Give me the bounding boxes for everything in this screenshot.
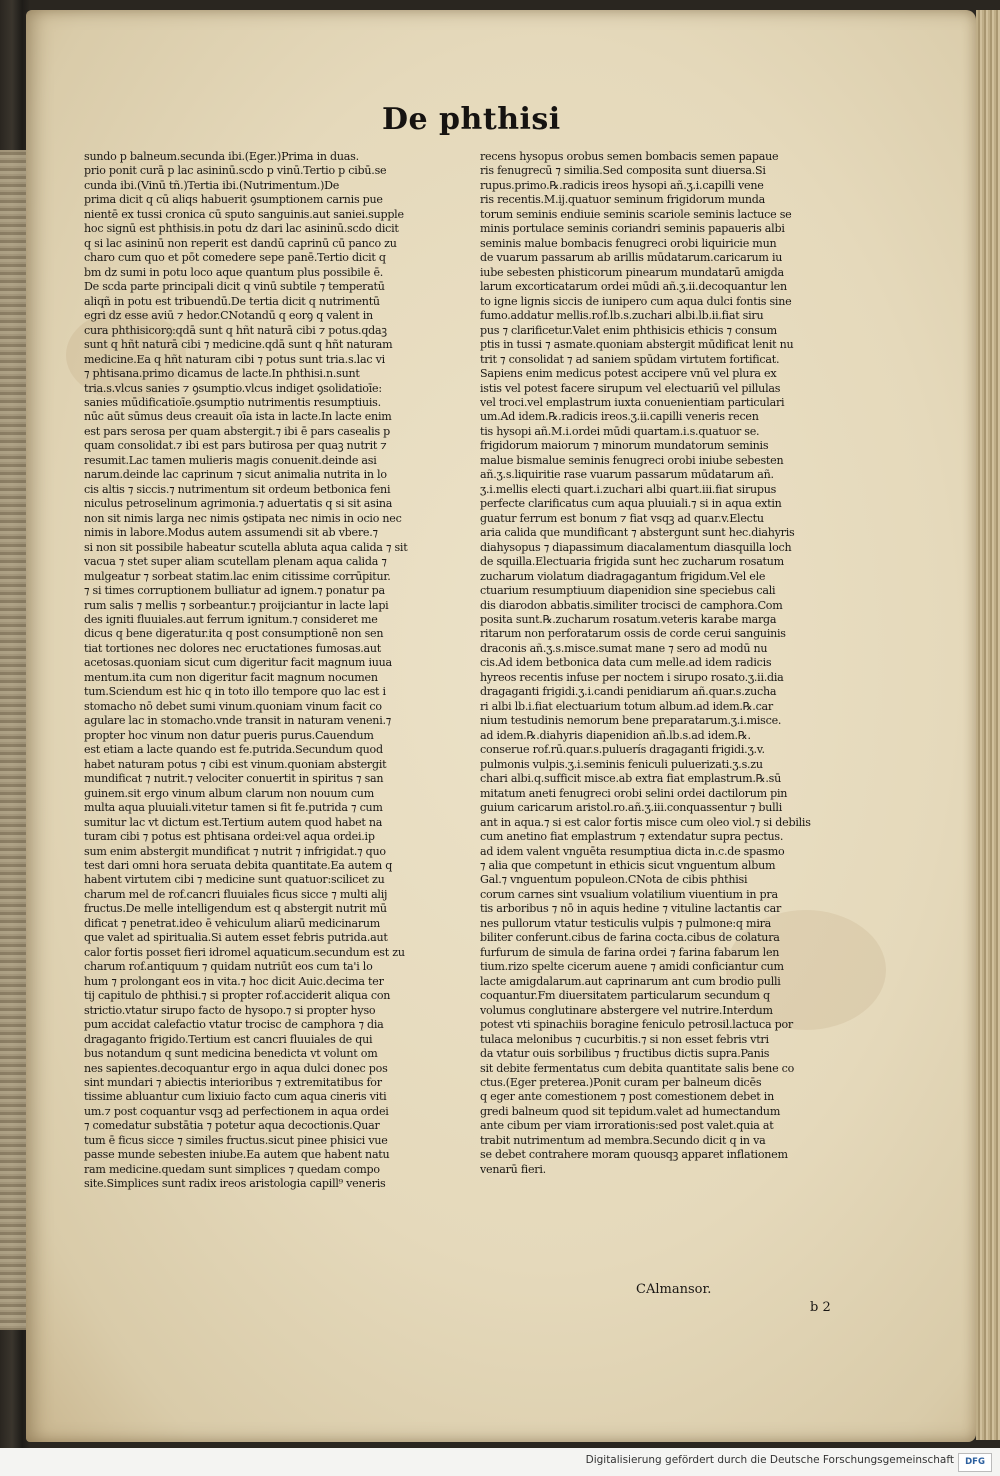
- text-line: mentum.ita cum non digeritur facit magnum nocumen: [84, 670, 378, 684]
- text-line: guium caricarum aristol.ro.añ.ʒ.iii.conquassentur ⁊ bulli: [480, 801, 783, 815]
- right-text-column: [480, 150, 870, 1177]
- text-line: tiat tortiones nec dolores nec eructationes fumosas.aut: [84, 641, 382, 655]
- text-line: nes pullorum vtatur testiculis vulpis ⁊ pulmone:q mira: [480, 916, 772, 930]
- text-line: torum seminis endiuie seminis scariole seminis lactuce se: [480, 207, 792, 221]
- text-line: nes sapientes.decoquantur ergo in aqua dulci donec pos: [84, 1061, 388, 1075]
- text-line: chari albi.q.sufficit misce.ab extra fiat emplastrum.℞.sū: [480, 772, 781, 786]
- text-line: ri albi lb.i.fiat electuarium totum album.ad idem.℞.car: [480, 699, 773, 713]
- text-line: tis hysopi añ.M.i.ordei mūdi quartam.i.s.quatuor se.: [480, 424, 760, 438]
- text-line: nientē ex tussi cronica cū sputo sanguinis.aut saniei.supple: [84, 207, 404, 221]
- text-line: q si lac asininū non reperit est dandū caprinū cū panco zu: [84, 236, 397, 250]
- text-line: da vtatur ouis sorbilibus ⁊ fructibus dictis supra.Panis: [480, 1047, 770, 1061]
- text-line: quam consolidat.⁊ ibi est pars butirosa per quaꝫ nutrit ⁊: [84, 439, 387, 453]
- text-line: nūc aūt sūmus deus creauit oīa ista in lacte.In lacte enim: [84, 410, 392, 424]
- text-line: ad idem.℞.diahyris diapenidion añ.lb.s.ad idem.℞.: [480, 728, 751, 742]
- text-line: niculus petroselinum agrimonia.⁊ aduertatis q si sit asina: [84, 497, 393, 511]
- text-line: dis diarodon abbatis.similiter trocisci de camphora.Com: [480, 598, 783, 612]
- text-line: egri dz esse aviū ⁊ hedor.CNotandū q eorꝯ q valent in: [84, 309, 373, 323]
- text-line: rum salis ⁊ mellis ⁊ sorbeantur.⁊ proijciantur in lacte lapi: [84, 598, 389, 612]
- text-line: seminis malue bombacis fenugreci orobi liquiricie mun: [480, 236, 777, 250]
- text-line: tis arboribus ⁊ nō in aquis hedine ⁊ vituline lactantis car: [480, 902, 782, 916]
- text-line: charo cum quo et pōt comedere sepe panē.Tertio dicit q: [84, 251, 386, 265]
- running-head: De phthisi: [382, 102, 561, 137]
- text-line: cis.Ad idem betbonica data cum melle.ad idem radicis: [480, 656, 772, 670]
- text-line: tij capitulo de phthisi.⁊ si propter rof.acciderit aliqua con: [84, 989, 391, 1003]
- text-line: guatur ferrum est bonum ⁊ fiat vsqꝫ ad quar.v.Electu: [480, 511, 764, 525]
- dfg-logo: DFG: [958, 1453, 992, 1472]
- text-line: sit debite fermentatus cum debita quantitate salis bene co: [480, 1061, 795, 1075]
- text-line: larum excorticatarum ordei mūdi añ.ʒ.ii.decoquantur len: [480, 280, 787, 294]
- text-line: mulgeatur ⁊ sorbeat statim.lac enim citissime corrūpitur.: [84, 569, 391, 583]
- text-line: corum carnes sint vsualium volatilium viuentium in pra: [480, 887, 778, 901]
- text-line: site.Simplices sunt radix ireos aristologia capill⁹ veneris: [84, 1177, 386, 1191]
- text-line: trit ⁊ consolidat ⁊ ad saniem spūdam virtutem fortificat.: [480, 352, 780, 366]
- text-line: se debet contrahere moram quousqꝫ apparet inflationem: [480, 1148, 788, 1162]
- text-line: pus ⁊ clarificetur.Valet enim phthisicis ethicis ⁊ consum: [480, 323, 777, 337]
- text-line: test dari omni hora seruata debita quantitate.Ea autem q: [84, 858, 393, 872]
- text-line: dragaganto frigido.Tertium est cancri fluuiales de qui: [84, 1032, 373, 1046]
- text-line: de squilla.Electuaria frigida sunt hec zucharum rosatum: [480, 555, 784, 569]
- text-line: mitatum aneti fenugreci orobi selini ordei dactilorum pin: [480, 786, 788, 800]
- page-fore-edge: [976, 10, 1000, 1440]
- text-line: resumit.Lac tamen mulieris magis conuenit.deinde asi: [84, 453, 377, 467]
- text-line: ant in aqua.⁊ si est calor fortis misce cum oleo viol.⁊ si debilis: [480, 815, 811, 829]
- text-line: hoc signū est phthisis.in potu dz dari lac asininū.scdo dicit: [84, 222, 399, 236]
- text-line: tium.rizo spelte cicerum auene ⁊ amidi conficiantur cum: [480, 960, 784, 974]
- text-line: turam cibi ⁊ potus est phtisana ordei:vel aqua ordei.ip: [84, 830, 375, 844]
- text-line: propter hoc vinum non datur pueris purus.Cauendum: [84, 728, 374, 742]
- text-line: minis portulace seminis coriandri seminis papaueris albi: [480, 222, 785, 236]
- text-line: ante cibum per viam irrorationis:sed post valet.quia at: [480, 1119, 774, 1133]
- text-line: potest vti spinachiis boragine feniculo petrosil.lactuca por: [480, 1018, 793, 1032]
- text-line: acetosas.quoniam sicut cum digeritur facit magnum iuua: [84, 656, 392, 670]
- text-line: pum accidat calefactio vtatur trocisc de camphora ⁊ dia: [84, 1018, 384, 1032]
- text-line: malue bismalue seminis fenugreci orobi iniube sebesten: [480, 453, 784, 467]
- text-line: est pars serosa per quam abstergit.⁊ ibi ē pars casealis p: [84, 424, 391, 438]
- text-line: conserue rof.rū.quar.s.puluerís dragaganti frigidi.ʒ.v.: [480, 743, 765, 757]
- text-line: tum.Sciendum est hic q in toto illo tempore quo lac est i: [84, 685, 386, 699]
- text-line: tissime abluantur cum lixiuio facto cum aqua cineris viti: [84, 1090, 387, 1104]
- text-line: q eger ante comestionem ⁊ post comestionem debet in: [480, 1090, 774, 1104]
- text-line: venarū fieri.: [480, 1162, 546, 1176]
- text-line: prima dicit q cū aliqs habuerit ꝯsumptionem carnis pue: [84, 193, 383, 207]
- text-line: zucharum violatum diadragagantum frigidum.Vel ele: [480, 569, 766, 583]
- text-line: um.Ad idem.℞.radicis ireos.ʒ.ii.capilli veneris recen: [480, 410, 759, 424]
- text-line: añ.ʒ.s.liquiritie rase vuarum passarum mūdatarum añ.: [480, 468, 774, 482]
- text-line: charum rof.antiquum ⁊ quidam nutriūt eos cum ta'i lo: [84, 960, 373, 974]
- text-line: cura phthisicorꝯ:qdā sunt q hñt naturā cibi ⁊ potus.qdaꝫ: [84, 323, 387, 337]
- text-line: mundificat ⁊ nutrit.⁊ velociter conuertit in spiritus ⁊ san: [84, 772, 384, 786]
- text-line: habet naturam potus ⁊ cibi est vinum.quoniam abstergit: [84, 757, 387, 771]
- text-line: sundo p balneum.secunda ibi.(Eger.)Prima in duas.: [84, 150, 359, 163]
- text-line: hum ⁊ prolongant eos in vita.⁊ hoc dicit Auic.decima ter: [84, 974, 384, 988]
- text-line: hyreos recentis infuse per noctem i sirupo rosato.ʒ.ii.dia: [480, 670, 784, 684]
- text-line: bm dz sumi in potu loco aque quantum plus possibile ē.: [84, 265, 384, 279]
- text-line: tulaca melonibus ⁊ cucurbitis.⁊ si non esset febris vtri: [480, 1032, 769, 1046]
- footer-bar: [0, 1448, 1000, 1476]
- text-line: est etiam a lacte quando est fe.putrida.Secundum quod: [84, 743, 383, 757]
- text-line: draconis añ.ʒ.s.misce.sumat mane ⁊ sero ad modū nu: [480, 641, 768, 655]
- text-line: habent virtutem cibi ⁊ medicine sunt quatuor:scilicet zu: [84, 873, 385, 887]
- text-line: gredi balneum quod sit tepidum.valet ad humectandum: [480, 1104, 781, 1118]
- text-line: stomacho nō debet sumi vinum.quoniam vinum facit co: [84, 699, 382, 713]
- text-line: vacua ⁊ stet super aliam scutellam plenam aqua calida ⁊: [84, 555, 387, 569]
- text-line: ris recentis.M.ij.quatuor seminum frigidorum munda: [480, 193, 766, 207]
- text-line: dificat ⁊ penetrat.ideo ē vehiculum aliarū medicinarum: [84, 916, 381, 930]
- text-line: non sit nimis larga nec nimis ꝯstipata nec nimis in ocio nec: [84, 511, 402, 525]
- text-line: cis altis ⁊ siccis.⁊ nutrimentum sit ordeum betbonica feni: [84, 482, 391, 496]
- text-line: aria calida que mundificant ⁊ abstergunt sunt hec.diahyris: [480, 526, 795, 540]
- text-line: biliter conferunt.cibus de farina cocta.cibus de colatura: [480, 931, 780, 945]
- text-line: des igniti fluuiales.aut ferrum ignitum.⁊ consideret me: [84, 613, 378, 626]
- text-line: ad idem valent vnguēta resumptiua dicta in.c.de spasmo: [480, 844, 785, 858]
- text-line: posita sunt.℞.zucharum rosatum.veteris karabe marga: [480, 613, 777, 626]
- text-line: nium testudinis nemorum bene preparatarum.ʒ.i.misce.: [480, 714, 782, 728]
- text-line: iube sebesten phisticorum pinearum mundatarū amigda: [480, 265, 784, 279]
- text-line: sumitur lac vt dictum est.Tertium autem quod habet na: [84, 815, 383, 829]
- text-line: ris fenugrecū ⁊ similia.Sed composita sunt diuersa.Si: [480, 164, 766, 178]
- text-line: vel troci.vel emplastrum iuxta conuenientiam particulari: [480, 395, 785, 409]
- text-line: ⁊ alia que competunt in ethicis sicut vnguentum album: [480, 858, 776, 872]
- text-line: ⁊ comedatur substātia ⁊ potetur aqua decoctionis.Quar: [84, 1119, 380, 1133]
- text-line: sanies mūdificatioīe.ꝯsumptio nutrimentis resumptiuis.: [84, 395, 381, 409]
- text-line: sunt q hñt naturā cibi ⁊ medicine.qdā sunt q hñt naturam: [84, 338, 393, 352]
- text-line: fructus.De melle intelligendum est q abstergit nutrit mū: [84, 902, 387, 916]
- text-line: ram medicine.quedam sunt simplices ⁊ quedam compo: [84, 1162, 380, 1176]
- text-line: to igne lignis siccis de iunipero cum aqua dulci fontis sine: [480, 294, 792, 308]
- text-line: ptis in tussi ⁊ asmate.quoniam abstergit mūdificat lenit nu: [480, 338, 794, 352]
- text-line: trabit nutrimentum ad membra.Secundo dicit q in va: [480, 1133, 766, 1147]
- text-line: si non sit possibile habeatur scutella abluta aqua calida ⁊ sit: [84, 540, 408, 554]
- text-line: de vuarum passarum ab arillis mūdatarum.caricarum iu: [480, 251, 783, 265]
- text-line: diahysopus ⁊ diapassimum diacalamentum diasquilla loch: [480, 540, 792, 554]
- text-line: rupus.primo.℞.radicis ireos hysopi añ.ʒ.i.capilli vene: [480, 178, 764, 192]
- text-line: coquantur.Fm diuersitatem particularum secundum q: [480, 989, 770, 1003]
- text-line: ⁊ phtisana.primo dicamus de lacte.In phthisi.n.sunt: [84, 367, 360, 381]
- text-line: bus notandum q sunt medicina benedicta vt volunt om: [84, 1047, 378, 1061]
- text-line: De scda parte principali dicit q vinū subtile ⁊ temperatū: [84, 280, 385, 294]
- text-line: dicus q bene digeratur.ita q post consumptionē non sen: [84, 627, 384, 641]
- text-line: strictio.vtatur sirupo facto de hysopo.⁊ si propter hyso: [84, 1003, 376, 1017]
- text-line: nimis in labore.Modus autem assumendi sit ab vbere.⁊: [84, 526, 378, 540]
- text-line: fumo.addatur mellis.rof.lb.s.zuchari albi.lb.ii.fiat siru: [480, 309, 764, 323]
- text-line: que valet ad spiritualia.Si autem esset febris putrida.aut: [84, 931, 388, 945]
- text-line: passe munde sebesten iniube.Ea autem que habent natu: [84, 1148, 390, 1162]
- text-line: multa aqua pluuiali.vitetur tamen si fit fe.putrida ⁊ cum: [84, 801, 383, 815]
- text-line: furfurum de simula de farina ordei ⁊ farina fabarum len: [480, 945, 780, 959]
- text-line: ⁊ si times corruptionem bulliatur ad ignem.⁊ ponatur pa: [84, 584, 385, 598]
- text-line: tum ē ficus sicce ⁊ similes fructus.sicut pinee phisici vue: [84, 1133, 388, 1147]
- text-line: ctuarium resumptiuum diapenidion sine speciebus cali: [480, 584, 776, 598]
- text-line: pulmonis vulpis.ʒ.i.seminis feniculi puluerizati.ʒ.s.zu: [480, 757, 763, 771]
- text-line: tria.s.vlcus sanies ⁊ ꝯsumptio.vlcus indiget ꝯsolidatioīe:: [84, 381, 382, 395]
- text-line: perfecte clarificatus cum aqua pluuiali.⁊ si in aqua extin: [480, 497, 782, 511]
- text-line: calor fortis posset fieri idromel aquaticum.secundum est zu: [84, 945, 405, 959]
- text-line: recens hysopus orobus semen bombacis semen papaue: [480, 150, 779, 163]
- text-line: aliqñ in potu est tribuendū.De tertia dicit q nutrimentū: [84, 294, 380, 308]
- text-line: sint mundari ⁊ abiectis interioribus ⁊ extremitatibus for: [84, 1076, 382, 1089]
- text-line: ritarum non perforatarum ossis de corde cerui sanguinis: [480, 627, 786, 641]
- text-line: guinem.sit ergo vinum album clarum non nouum cum: [84, 786, 374, 800]
- signature-mark: b 2: [810, 1300, 831, 1315]
- digitization-credit: Digitalisierung gefördert durch die Deutsche Forschungsgemeinschaft: [585, 1454, 954, 1466]
- text-line: ctus.(Eger preterea.)Ponit curam per balneum dicēs: [480, 1076, 762, 1089]
- text-line: medicine.Ea q hñt naturam cibi ⁊ potus sunt tria.s.lac vi: [84, 352, 385, 366]
- text-line: volumus conglutinare abstergere vel nutrire.Interdum: [480, 1003, 773, 1017]
- text-line: dragaganti frigidi.ʒ.i.candi penidiarum añ.quar.s.zucha: [480, 685, 777, 699]
- text-line: narum.deinde lac caprinum ⁊ sicut animalia nutrita in lo: [84, 468, 387, 482]
- text-line: cunda ibi.(Vinū tñ.)Tertia ibi.(Nutrimentum.)De: [84, 178, 340, 192]
- text-line: istis vel potest facere sirupum vel electuariū vel pillulas: [480, 381, 781, 395]
- text-line: lacte amigdalarum.aut caprinarum ant cum brodio pulli: [480, 974, 781, 988]
- text-line: charum mel de rof.cancri fluuiales ficus sicce ⁊ multi alij: [84, 887, 388, 901]
- text-line: cum anetino fiat emplastrum ⁊ extendatur supra pectus.: [480, 830, 784, 844]
- text-line: sum enim abstergit mundificat ⁊ nutrit ⁊ infrigidat.⁊ quo: [84, 844, 386, 858]
- text-line: Sapiens enim medicus potest accipere vnū vel plura ex: [480, 367, 777, 381]
- catchword: CAlmansor.: [636, 1282, 712, 1297]
- text-line: agulare lac in stomacho.vnde transit in naturam veneni.⁊: [84, 714, 392, 728]
- text-line: prio ponit curā p lac asininū.scdo p vinū.Tertio p cibū.se: [84, 164, 387, 178]
- text-line: frigidorum maiorum ⁊ minorum mundatorum seminis: [480, 439, 769, 453]
- text-line: um.⁊ post coquantur vsqꝫ ad perfectionem in aqua ordei: [84, 1104, 389, 1118]
- left-text-column: [84, 150, 474, 1192]
- text-line: Gal.⁊ vnguentum populeon.CNota de cibis phthisi: [480, 873, 748, 887]
- text-line: ʒ.i.mellis electi quart.i.zuchari albi quart.iii.fiat sirupus: [480, 482, 777, 496]
